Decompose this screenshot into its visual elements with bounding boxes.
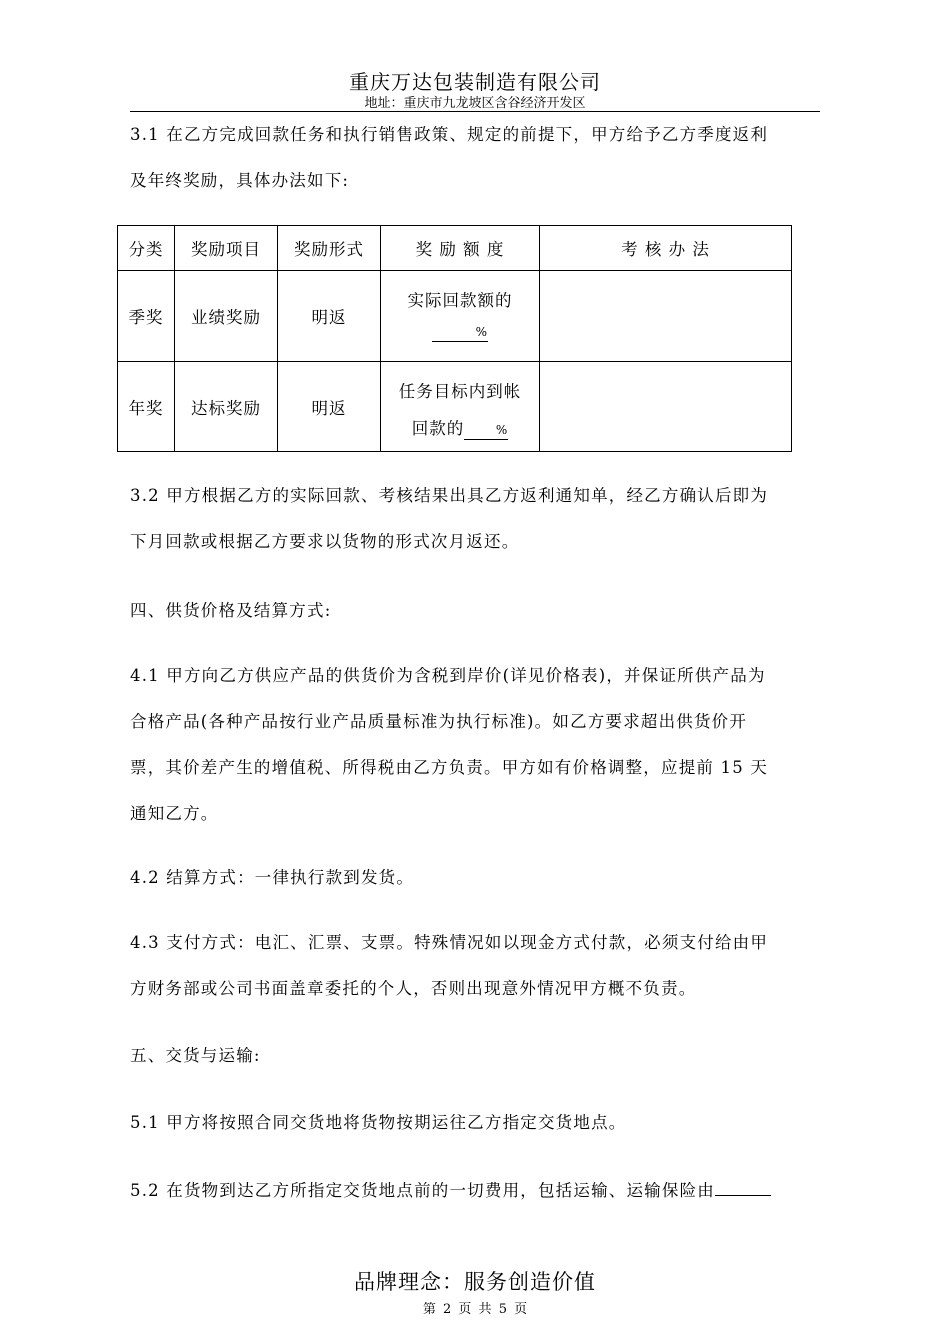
header-form: 奖励形式 <box>278 226 381 271</box>
paragraph-4-3 <box>130 920 820 1012</box>
paragraph-line: 5.1 甲方将按照合同交货地将货物按期运往乙方指定交货地点。 <box>130 1113 627 1132</box>
amount-line: 任务目标内到帐 <box>398 381 522 401</box>
paragraph-line: 4.2 结算方式：一律执行款到发货。 <box>130 868 415 887</box>
paragraph-line: 4.3 支付方式：电汇、汇票、支票。特殊情况如以现金方式付款，必须支付给由甲 <box>130 933 769 952</box>
amount-blank-line <box>381 414 539 444</box>
paragraph-line: 3.2 甲方根据乙方的实际回款、考核结果出具乙方返利通知单，经乙方确认后即为 <box>130 486 769 505</box>
row-category: 季奖 <box>118 271 175 362</box>
row-assessment <box>540 362 792 452</box>
paragraph-line: 下月回款或根据乙方要求以货物的形式次月返还。 <box>130 532 520 551</box>
paragraph-5-1 <box>130 1100 820 1146</box>
page-number: 第 2 页 共 5 页 <box>422 1302 528 1317</box>
header-item: 奖励项目 <box>175 226 278 271</box>
table-row <box>118 271 792 362</box>
paragraph-line: 合格产品(各种产品按行业产品质量标准为执行标准)。如乙方要求超出供货价开 <box>130 712 748 731</box>
amount-blank: % <box>432 323 488 342</box>
table-row <box>118 362 792 452</box>
amount-line: 实际回款额的 <box>407 291 513 310</box>
paragraph-line: 及年终奖励，具体办法如下: <box>130 171 350 190</box>
paragraph-line: 3.1 在乙方完成回款任务和执行销售政策、规定的前提下，甲方给予乙方季度返利 <box>130 125 769 144</box>
section-title: 四、供货价格及结算方式: <box>130 601 332 620</box>
header-assessment: 考 核 办 法 <box>540 226 792 271</box>
row-form: 明返 <box>278 271 381 362</box>
section-title: 五、交货与运输: <box>130 1046 261 1065</box>
row-item: 达标奖励 <box>175 362 278 452</box>
paragraph-line: 方财务部或公司书面盖章委托的个人，否则出现意外情况甲方概不负责。 <box>130 979 697 998</box>
row-category: 年奖 <box>118 362 175 452</box>
paragraph-4-2 <box>130 855 820 901</box>
company-address: 地址：重庆市九龙坡区含谷经济开发区 <box>364 96 586 111</box>
section-5-title <box>130 1033 820 1079</box>
row-amount <box>381 271 540 362</box>
brand-motto: 品牌理念：服务创造价值 <box>354 1270 596 1294</box>
paragraph-text: 5.2 在货物到达乙方所指定交货地点前的一切费用，包括运输、运输保险由 <box>130 1181 715 1200</box>
header-category: 分类 <box>118 226 175 271</box>
fill-blank <box>715 1177 771 1196</box>
paragraph-5-2 <box>130 1168 820 1214</box>
amount-blank-line <box>381 316 539 346</box>
amount-prefix: 回款的 <box>411 418 465 438</box>
paragraph-line <box>130 1168 820 1214</box>
table-header-row <box>118 226 792 271</box>
paragraph-line: 通知乙方。 <box>130 804 219 823</box>
paragraph-3-1 <box>130 112 820 204</box>
amount-blank: % <box>464 421 508 440</box>
row-form: 明返 <box>278 362 381 452</box>
company-name: 重庆万达包装制造有限公司 <box>349 70 601 94</box>
section-4-title <box>130 588 820 634</box>
row-item: 业绩奖励 <box>175 271 278 362</box>
row-assessment <box>540 271 792 362</box>
paragraph-4-1 <box>130 653 820 837</box>
rebate-table <box>117 225 792 452</box>
row-amount <box>381 362 540 452</box>
paragraph-line: 票，其价差产生的增值税、所得税由乙方负责。甲方如有价格调整，应提前 15 天 <box>130 758 769 777</box>
paragraph-line: 4.1 甲方向乙方供应产品的供货价为含税到岸价(详见价格表)，并保证所供产品为 <box>130 666 766 685</box>
header-amount: 奖 励 额 度 <box>381 226 540 271</box>
paragraph-3-2 <box>130 473 820 565</box>
